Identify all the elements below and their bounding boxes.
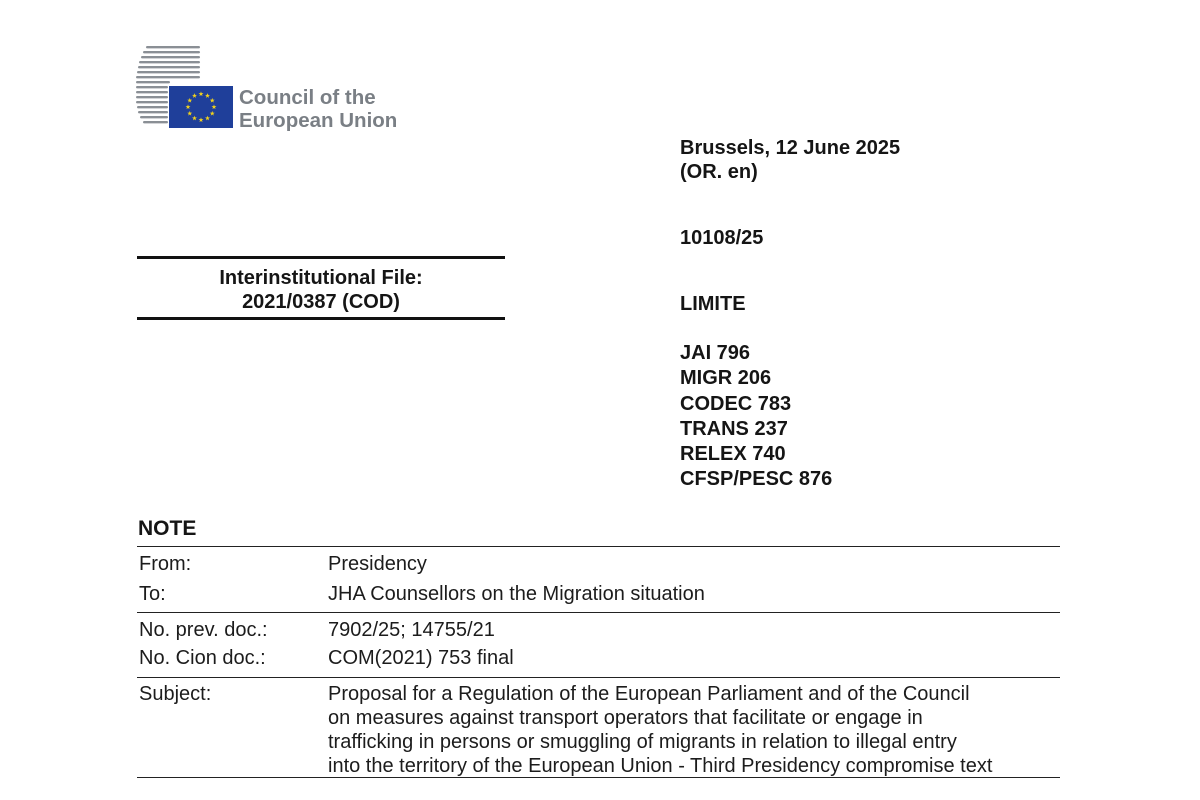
classification-marking: LIMITE <box>680 293 746 315</box>
note-row-cion-doc <box>137 645 1060 677</box>
interinstitutional-file-box <box>137 256 505 320</box>
council-name-line-2: European Union <box>239 109 398 132</box>
from-value: Presidency <box>328 553 427 575</box>
note-metadata-table <box>137 546 1060 778</box>
subject-value <box>328 682 1060 777</box>
subject-code: MIGR 206 <box>680 367 772 390</box>
prev-doc-label: No. prev. doc.: <box>139 619 268 641</box>
note-row-prev-doc <box>137 612 1060 645</box>
subject-code: TRANS 237 <box>680 417 788 440</box>
subject-line: on measures against transport operators that facilitate or engage in <box>328 707 923 729</box>
cion-doc-value: COM(2021) 753 final <box>328 647 514 669</box>
council-logo <box>136 46 436 134</box>
council-name <box>239 86 397 132</box>
subject-label: Subject: <box>139 683 212 705</box>
to-value: JHA Counsellors on the Migration situation <box>328 583 705 605</box>
subject-codes <box>680 341 832 493</box>
eu-flag-icon <box>169 86 233 128</box>
note-row-subject <box>137 677 1060 778</box>
to-label: To: <box>139 583 166 605</box>
council-name-line-1: Council of the <box>239 86 376 109</box>
place-date: Brussels, 12 June 2025 <box>680 137 901 159</box>
subject-line: into the territory of the European Union - Third Presidency compromise text <box>328 755 993 777</box>
subject-code: CODEC 783 <box>680 392 792 415</box>
note-title: NOTE <box>138 517 197 540</box>
original-language: (OR. en) <box>680 161 758 183</box>
cion-doc-label: No. Cion doc.: <box>139 647 266 669</box>
subject-line: trafficking in persons or smuggling of migrants in relation to illegal entry <box>328 731 957 753</box>
interinstitutional-file-number: 2021/0387 (COD) <box>242 291 400 313</box>
interinstitutional-file-label: Interinstitutional File: <box>219 267 423 289</box>
subject-code: RELEX 740 <box>680 443 786 466</box>
place-date-block <box>680 136 900 184</box>
note-row-from <box>137 546 1060 578</box>
prev-doc-value: 7902/25; 14755/21 <box>328 619 495 641</box>
document-number: 10108/25 <box>680 227 764 249</box>
subject-code: CFSP/PESC 876 <box>680 468 833 491</box>
subject-line: Proposal for a Regulation of the European Parliament and of the Council <box>328 683 970 705</box>
subject-code: JAI 796 <box>680 342 751 364</box>
note-row-to <box>137 578 1060 612</box>
from-label: From: <box>139 553 192 575</box>
